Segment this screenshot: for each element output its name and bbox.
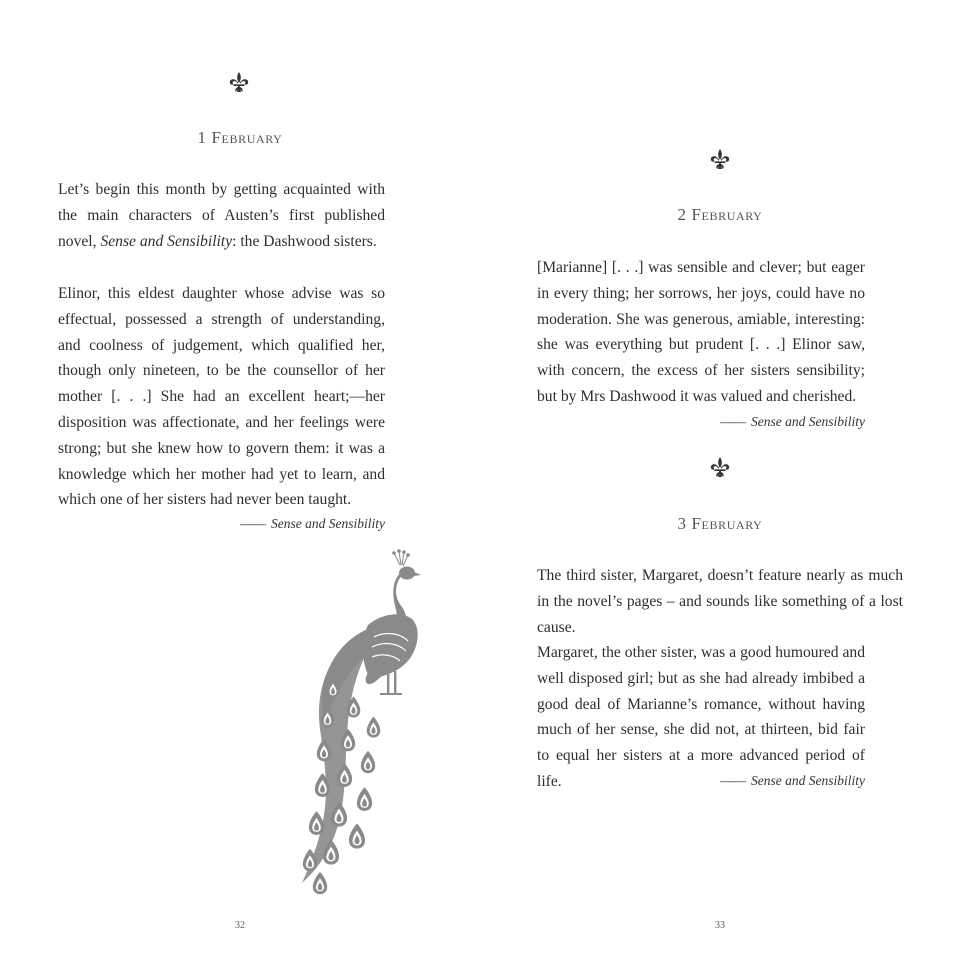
attribution-feb-1: —— Sense and Sensibility <box>240 516 385 531</box>
attribution-feb-3: —— Sense and Sensibility <box>720 773 865 788</box>
entry-quote-feb-2: [Marianne] [. . .] was sensible and clever; but eager in every thing; her sorrows, her joys, could have no moderation. She was generous, amiable, interesting: she was everything but prudent [. . .] Elinor saw, with concern, the excess of her sisters sensibility; but by Mrs Dashwood it was valued and cherished. <box>537 259 865 405</box>
attribution-feb-2: —— Sense and Sensibility <box>720 414 865 429</box>
fleur-de-lis-icon <box>228 71 250 95</box>
entry-quote-feb-3: Margaret, the other sister, was a good humoured and well disposed girl; but as she had already imbibed a good deal of Marianne’s romance, without having much of her sense, she did not, at thirteen, bid fair to equal her sisters at a more advanced period of life. <box>537 644 865 790</box>
entry-intro-feb-1 <box>58 177 385 254</box>
fleur-de-lis-icon <box>709 148 731 172</box>
novel-title: Sense and Sensibility <box>100 232 233 250</box>
entry-heading-feb-2: 2 February <box>677 205 763 224</box>
fleur-de-lis-icon <box>709 456 731 480</box>
intro-text-end: : the Dashwood sisters. <box>232 232 377 250</box>
entry-heading-feb-3: 3 February <box>677 514 763 533</box>
page-number-left: 32 <box>235 920 245 931</box>
intro-text: Let’s begin this month by getting acquainted with the main characters of Austen’s first published novel, <box>58 181 385 250</box>
page-number-right: 33 <box>715 920 725 931</box>
attribution-text: Sense and Sensibility <box>751 773 865 788</box>
attribution-text: Sense and Sensibility <box>751 414 865 429</box>
entry-heading-feb-1: 1 February <box>197 128 283 147</box>
entry-intro-feb-3: The third sister, Margaret, doesn’t feature nearly as much in the novel’s pages – and sounds like something of a lost cause. <box>537 567 903 636</box>
peacock-illustration <box>290 545 440 905</box>
attribution-text: Sense and Sensibility <box>271 516 385 531</box>
entry-quote-feb-1: Elinor, this eldest daughter whose advise was so effectual, possessed a strength of understanding, and coolness of judgement, which qualified her, though only nineteen, to be the counsellor of her mother [. . .] She had an excellent heart;—her disposition was affectionate, and her feelings were strong; but she knew how to govern them: it was a knowledge which her mother had yet to learn, and which one of her sisters had never been taught. <box>58 285 385 509</box>
